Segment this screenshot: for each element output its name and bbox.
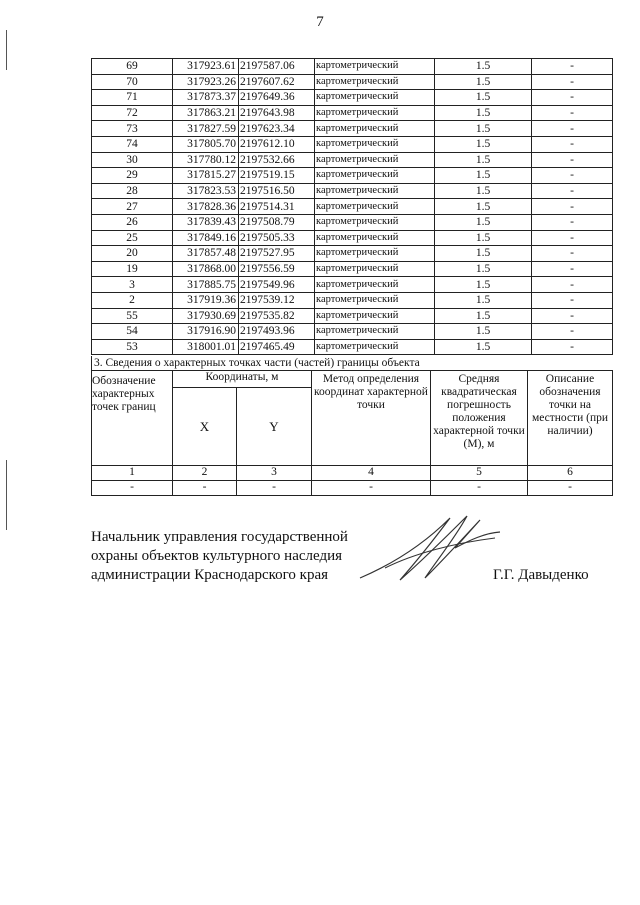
description-cell: - — [532, 121, 613, 137]
empty-cell: - — [528, 481, 613, 496]
boundary-parts-table — [91, 370, 613, 496]
signer-position-line: охраны объектов культурного наследия — [91, 548, 343, 564]
section-3-title: 3. Сведения о характерных точках части (частей) границы объекта — [91, 356, 614, 371]
description-cell: - — [532, 261, 613, 277]
table-row — [92, 105, 613, 121]
coord-x: 317805.70 — [173, 136, 239, 152]
table-row — [92, 339, 613, 355]
header-description: Описание обозначения точки на местности (при наличии) — [528, 371, 613, 466]
point-number: 74 — [92, 136, 173, 152]
coord-x: 317868.00 — [173, 261, 239, 277]
coord-y: 2197465.49 — [239, 339, 315, 355]
table-row — [92, 246, 613, 262]
coordinates-table — [91, 58, 613, 355]
header-coordinates: Координаты, м — [173, 371, 312, 388]
signer-position-line: Начальник управления государственной — [91, 529, 348, 545]
accuracy-cell: 1.5 — [435, 59, 532, 75]
method-cell: картометрический — [315, 74, 435, 90]
accuracy-cell: 1.5 — [435, 214, 532, 230]
coord-y: 2197516.50 — [239, 183, 315, 199]
description-cell: - — [532, 183, 613, 199]
description-cell: - — [532, 324, 613, 340]
coord-y: 2197643.98 — [239, 105, 315, 121]
table-row — [92, 59, 613, 75]
coord-x: 317930.69 — [173, 308, 239, 324]
description-cell: - — [532, 199, 613, 215]
point-number: 72 — [92, 105, 173, 121]
signer-position-line: администрации Краснодарского края — [91, 567, 329, 583]
coord-y: 2197532.66 — [239, 152, 315, 168]
column-number: 5 — [431, 466, 528, 481]
description-cell: - — [532, 59, 613, 75]
description-cell: - — [532, 292, 613, 308]
page-number: 7 — [316, 14, 324, 30]
point-number: 69 — [92, 59, 173, 75]
column-number: 6 — [528, 466, 613, 481]
accuracy-cell: 1.5 — [435, 324, 532, 340]
accuracy-cell: 1.5 — [435, 74, 532, 90]
table-row — [92, 136, 613, 152]
coord-x: 317873.37 — [173, 90, 239, 106]
coord-x: 317923.61 — [173, 59, 239, 75]
accuracy-cell: 1.5 — [435, 105, 532, 121]
coord-y: 2197527.95 — [239, 246, 315, 262]
coord-x: 317823.53 — [173, 183, 239, 199]
handwritten-signature — [355, 508, 505, 588]
coord-y: 2197649.36 — [239, 90, 315, 106]
method-cell: картометрический — [315, 136, 435, 152]
empty-cell: - — [237, 481, 312, 496]
description-cell: - — [532, 308, 613, 324]
point-number: 28 — [92, 183, 173, 199]
signer-name: Г.Г. Давыденко — [493, 567, 589, 583]
header-designation: Обозначение характерных точек границ — [92, 371, 173, 466]
table-row — [92, 152, 613, 168]
point-number: 3 — [92, 277, 173, 293]
point-number: 2 — [92, 292, 173, 308]
coord-y: 2197539.12 — [239, 292, 315, 308]
method-cell: картометрический — [315, 214, 435, 230]
coord-x: 317857.48 — [173, 246, 239, 262]
description-cell: - — [532, 277, 613, 293]
empty-cell: - — [312, 481, 431, 496]
method-cell: картометрический — [315, 308, 435, 324]
accuracy-cell: 1.5 — [435, 292, 532, 308]
table-row — [92, 230, 613, 246]
accuracy-cell: 1.5 — [435, 277, 532, 293]
accuracy-cell: 1.5 — [435, 308, 532, 324]
point-number: 19 — [92, 261, 173, 277]
empty-cell: - — [431, 481, 528, 496]
coord-y: 2197514.31 — [239, 199, 315, 215]
table-row — [92, 214, 613, 230]
point-number: 55 — [92, 308, 173, 324]
description-cell: - — [532, 105, 613, 121]
point-number: 27 — [92, 199, 173, 215]
method-cell: картометрический — [315, 199, 435, 215]
empty-cell: - — [92, 481, 173, 496]
point-number: 71 — [92, 90, 173, 106]
coord-y: 2197519.15 — [239, 168, 315, 184]
coord-y: 2197623.34 — [239, 121, 315, 137]
description-cell: - — [532, 246, 613, 262]
coord-x: 317815.27 — [173, 168, 239, 184]
method-cell: картометрический — [315, 121, 435, 137]
column-number: 4 — [312, 466, 431, 481]
table-row — [92, 183, 613, 199]
accuracy-cell: 1.5 — [435, 168, 532, 184]
coord-x: 317885.75 — [173, 277, 239, 293]
coord-y: 2197556.59 — [239, 261, 315, 277]
table-row — [92, 277, 613, 293]
coord-x: 317827.59 — [173, 121, 239, 137]
coord-x: 317923.26 — [173, 74, 239, 90]
method-cell: картометрический — [315, 59, 435, 75]
method-cell: картометрический — [315, 324, 435, 340]
table-row — [92, 90, 613, 106]
coord-x: 317916.90 — [173, 324, 239, 340]
accuracy-cell: 1.5 — [435, 121, 532, 137]
point-number: 53 — [92, 339, 173, 355]
coord-y: 2197508.79 — [239, 214, 315, 230]
table-row — [92, 324, 613, 340]
table-row — [92, 308, 613, 324]
point-number: 20 — [92, 246, 173, 262]
header-x: X — [173, 388, 237, 466]
empty-cell: - — [173, 481, 237, 496]
accuracy-cell: 1.5 — [435, 152, 532, 168]
description-cell: - — [532, 214, 613, 230]
header-y: Y — [237, 388, 312, 466]
accuracy-cell: 1.5 — [435, 230, 532, 246]
coord-y: 2197549.96 — [239, 277, 315, 293]
coord-y: 2197607.62 — [239, 74, 315, 90]
method-cell: картометрический — [315, 183, 435, 199]
point-number: 26 — [92, 214, 173, 230]
method-cell: картометрический — [315, 152, 435, 168]
point-number: 29 — [92, 168, 173, 184]
description-cell: - — [532, 74, 613, 90]
coord-x: 317828.36 — [173, 199, 239, 215]
accuracy-cell: 1.5 — [435, 136, 532, 152]
coord-x: 317839.43 — [173, 214, 239, 230]
scan-edge-mark — [6, 460, 7, 530]
method-cell: картометрический — [315, 277, 435, 293]
accuracy-cell: 1.5 — [435, 199, 532, 215]
description-cell: - — [532, 152, 613, 168]
point-number: 54 — [92, 324, 173, 340]
description-cell: - — [532, 339, 613, 355]
method-cell: картометрический — [315, 339, 435, 355]
method-cell: картометрический — [315, 90, 435, 106]
point-number: 30 — [92, 152, 173, 168]
description-cell: - — [532, 90, 613, 106]
method-cell: картометрический — [315, 246, 435, 262]
point-number: 70 — [92, 74, 173, 90]
accuracy-cell: 1.5 — [435, 90, 532, 106]
table-row — [92, 481, 613, 496]
description-cell: - — [532, 136, 613, 152]
point-number: 25 — [92, 230, 173, 246]
table-row — [92, 121, 613, 137]
coord-y: 2197612.10 — [239, 136, 315, 152]
table-row — [92, 168, 613, 184]
method-cell: картометрический — [315, 168, 435, 184]
accuracy-cell: 1.5 — [435, 183, 532, 199]
table-row — [92, 74, 613, 90]
column-number-row — [92, 466, 613, 481]
coord-x: 318001.01 — [173, 339, 239, 355]
description-cell: - — [532, 168, 613, 184]
method-cell: картометрический — [315, 261, 435, 277]
coord-y: 2197505.33 — [239, 230, 315, 246]
point-number: 73 — [92, 121, 173, 137]
accuracy-cell: 1.5 — [435, 261, 532, 277]
coord-x: 317849.16 — [173, 230, 239, 246]
table-row — [92, 292, 613, 308]
accuracy-cell: 1.5 — [435, 246, 532, 262]
coord-x: 317919.36 — [173, 292, 239, 308]
column-number: 2 — [173, 466, 237, 481]
accuracy-cell: 1.5 — [435, 339, 532, 355]
column-number: 3 — [237, 466, 312, 481]
coord-y: 2197493.96 — [239, 324, 315, 340]
table-row — [92, 199, 613, 215]
signer-position — [91, 528, 348, 585]
table-row — [92, 261, 613, 277]
header-accuracy: Средняя квадратическая погрешность положения характерной точки (М), м — [431, 371, 528, 466]
scan-edge-mark — [6, 30, 7, 70]
method-cell: картометрический — [315, 292, 435, 308]
method-cell: картометрический — [315, 105, 435, 121]
coord-y: 2197535.82 — [239, 308, 315, 324]
coord-x: 317863.21 — [173, 105, 239, 121]
method-cell: картометрический — [315, 230, 435, 246]
coord-y: 2197587.06 — [239, 59, 315, 75]
coord-x: 317780.12 — [173, 152, 239, 168]
header-method: Метод определения координат характерной точки — [312, 371, 431, 466]
description-cell: - — [532, 230, 613, 246]
column-number: 1 — [92, 466, 173, 481]
